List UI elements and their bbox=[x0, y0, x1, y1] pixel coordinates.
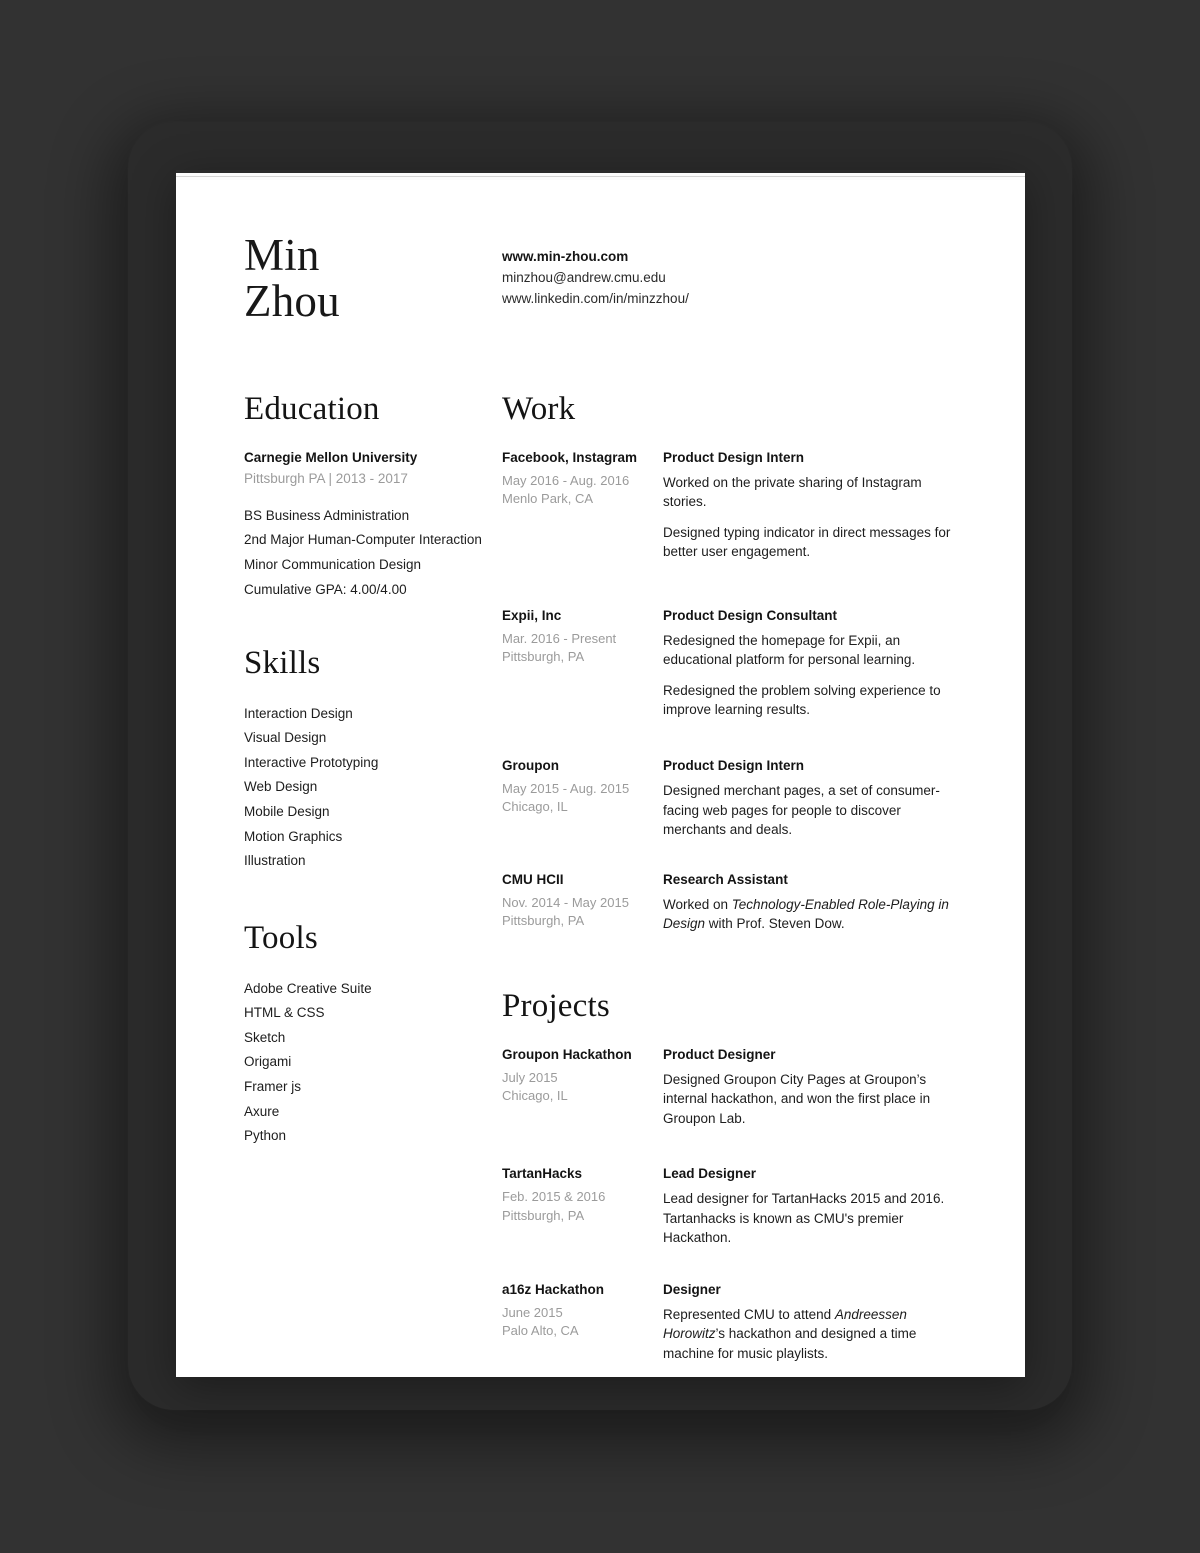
education-detail: Minor Communication Design bbox=[244, 557, 422, 573]
section-projects bbox=[502, 987, 963, 1364]
work-heading: Work bbox=[502, 390, 576, 427]
section-work bbox=[502, 390, 963, 934]
education-detail: BS Business Administration bbox=[244, 507, 410, 523]
list-item: Web Design bbox=[244, 779, 318, 795]
entry-dates: June 2015 bbox=[502, 1304, 563, 1320]
work-entry bbox=[502, 606, 963, 720]
list-item: Interactive Prototyping bbox=[244, 754, 379, 770]
list-item: Framer js bbox=[244, 1078, 301, 1094]
project-entry bbox=[502, 1164, 963, 1248]
resume-header bbox=[244, 218, 963, 325]
entry-location: Pittsburgh, PA bbox=[502, 1207, 585, 1223]
project-entry bbox=[502, 1280, 963, 1364]
right-column bbox=[502, 390, 963, 1364]
skills-list bbox=[244, 702, 502, 874]
education-heading: Education bbox=[244, 390, 380, 427]
entry-dates: Nov. 2014 - May 2015 bbox=[502, 894, 629, 910]
candidate-name bbox=[244, 232, 502, 325]
tools-list bbox=[244, 977, 502, 1149]
entry-dates: Feb. 2015 & 2016 bbox=[502, 1189, 606, 1205]
resume-page bbox=[176, 170, 1025, 1377]
entry-organization: TartanHacks bbox=[502, 1166, 583, 1182]
entry-location: Palo Alto, CA bbox=[502, 1323, 579, 1339]
entry-description: Redesigned the homepage for Expii, an educational platform for personal learning. bbox=[663, 632, 916, 668]
education-detail: 2nd Major Human-Computer Interaction bbox=[244, 532, 482, 548]
project-entry bbox=[502, 1045, 963, 1129]
entry-role: Designer bbox=[663, 1281, 721, 1297]
entry-location: Menlo Park, CA bbox=[502, 491, 594, 507]
resume-columns bbox=[244, 390, 963, 1364]
entry-body bbox=[663, 448, 963, 562]
entry-dates: Mar. 2016 - Present bbox=[502, 630, 617, 646]
tools-heading: Tools bbox=[244, 919, 318, 956]
entry-organization: CMU HCII bbox=[502, 871, 564, 887]
entry-description: Designed merchant pages, a set of consumer-facing web pages for people to discover merchants and deals. bbox=[663, 782, 940, 838]
name-first: Min bbox=[244, 230, 320, 280]
entry-description: Redesigned the problem solving experience to improve learning results. bbox=[663, 682, 941, 718]
section-tools bbox=[244, 919, 502, 1149]
projects-heading: Projects bbox=[502, 987, 610, 1024]
entry-body bbox=[663, 756, 963, 840]
entry-description: Designed typing indicator in direct messages for better user engagement. bbox=[663, 524, 951, 560]
entry-description: Lead designer for TartanHacks 2015 and 2016. Tartanhacks is known as CMU's premier Hackathon. bbox=[663, 1191, 945, 1246]
entry-body bbox=[663, 606, 963, 720]
entry-role: Product Design Intern bbox=[663, 758, 805, 774]
contact-email[interactable]: minzhou@andrew.cmu.edu bbox=[502, 270, 666, 286]
entry-organization: Facebook, Instagram bbox=[502, 449, 638, 465]
entry-role: Research Assistant bbox=[663, 871, 788, 887]
entry-meta bbox=[502, 448, 663, 562]
work-entry bbox=[502, 756, 963, 840]
entry-meta bbox=[502, 870, 663, 934]
list-item: Illustration bbox=[244, 853, 306, 869]
entry-meta bbox=[502, 1280, 663, 1364]
entry-dates: July 2015 bbox=[502, 1069, 558, 1085]
list-item: Visual Design bbox=[244, 730, 327, 746]
list-item: Axure bbox=[244, 1103, 280, 1119]
contact-block bbox=[502, 232, 689, 310]
entry-organization: Groupon Hackathon bbox=[502, 1046, 632, 1062]
education-school: Carnegie Mellon University bbox=[244, 449, 418, 465]
entry-meta bbox=[502, 1164, 663, 1248]
entry-description: Designed Groupon City Pages at Groupon’s internal hackathon, and won the first place in Groupon Lab. bbox=[663, 1071, 931, 1126]
entry-location: Pittsburgh, PA bbox=[502, 649, 585, 665]
list-item: Interaction Design bbox=[244, 705, 353, 721]
entry-role: Product Designer bbox=[663, 1046, 776, 1062]
entry-role: Product Design Intern bbox=[663, 449, 805, 465]
entry-organization: Groupon bbox=[502, 758, 559, 774]
entry-meta bbox=[502, 756, 663, 840]
entry-dates: May 2016 - Aug. 2016 bbox=[502, 472, 630, 488]
entry-description: Worked on the private sharing of Instagram stories. bbox=[663, 474, 922, 510]
list-item: Python bbox=[244, 1128, 287, 1144]
list-item: Sketch bbox=[244, 1029, 286, 1045]
entry-description: Represented CMU to attend Andreessen Horowitz’s hackathon and designed a time machine for music playlists. bbox=[663, 1306, 917, 1361]
work-entry bbox=[502, 448, 963, 562]
education-detail: Cumulative GPA: 4.00/4.00 bbox=[244, 581, 407, 597]
list-item: HTML & CSS bbox=[244, 1005, 325, 1021]
entry-location: Chicago, IL bbox=[502, 799, 568, 815]
section-skills bbox=[244, 644, 502, 874]
entry-body bbox=[663, 1045, 963, 1129]
entry-role: Lead Designer bbox=[663, 1166, 757, 1182]
entry-location: Pittsburgh, PA bbox=[502, 913, 585, 929]
list-item: Mobile Design bbox=[244, 804, 330, 820]
work-entry bbox=[502, 870, 963, 934]
entry-dates: May 2015 - Aug. 2015 bbox=[502, 780, 630, 796]
contact-website[interactable]: www.min-zhou.com bbox=[502, 249, 629, 264]
left-column bbox=[244, 390, 502, 1364]
list-item: Adobe Creative Suite bbox=[244, 980, 372, 996]
entry-body bbox=[663, 1164, 963, 1248]
entry-body bbox=[663, 1280, 963, 1364]
entry-meta bbox=[502, 606, 663, 720]
entry-body bbox=[663, 870, 963, 934]
skills-heading: Skills bbox=[244, 644, 321, 681]
section-education bbox=[244, 390, 502, 599]
entry-meta bbox=[502, 1045, 663, 1129]
education-meta: Pittsburgh PA | 2013 - 2017 bbox=[244, 470, 408, 486]
entry-organization: Expii, Inc bbox=[502, 607, 562, 623]
name-last: Zhou bbox=[244, 276, 340, 327]
entry-role: Product Design Consultant bbox=[663, 607, 838, 623]
resume-content bbox=[176, 170, 1025, 1377]
entry-location: Chicago, IL bbox=[502, 1088, 568, 1104]
contact-linkedin[interactable]: www.linkedin.com/in/minzzhou/ bbox=[502, 291, 689, 307]
entry-organization: a16z Hackathon bbox=[502, 1281, 605, 1297]
entry-description: Worked on Technology-Enabled Role-Playing in Design with Prof. Steven Dow. bbox=[663, 896, 949, 932]
list-item: Motion Graphics bbox=[244, 828, 343, 844]
list-item: Origami bbox=[244, 1054, 292, 1070]
